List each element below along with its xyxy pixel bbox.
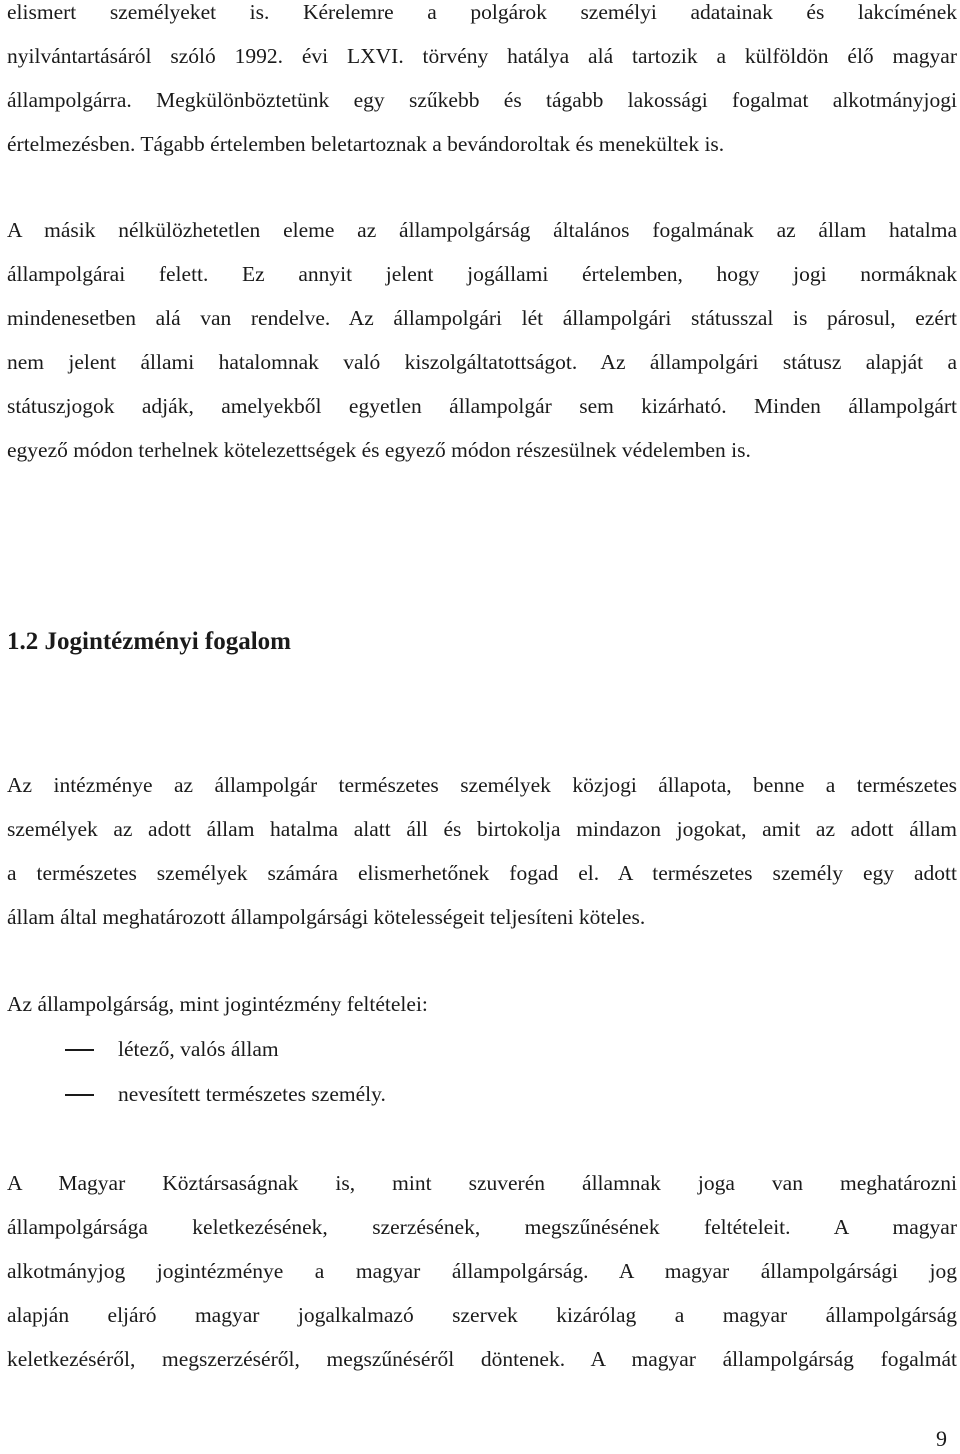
paragraph-conditions-intro [7, 982, 957, 1026]
paragraph-hungarian-republic [7, 1161, 957, 1381]
dash-bullet-icon [65, 1094, 94, 1096]
text-line: Az állampolgárság, mint jogintézmény feltételei: [7, 992, 428, 1016]
text-line: Az intézménye az állampolgár természetes személyek közjogi állapota, benne a természetes [7, 773, 957, 797]
text-line: nem jelent állami hatalomnak való kiszolgáltatottságot. Az állampolgári státusz alapját a [7, 350, 957, 374]
paragraph-population-concept [7, 0, 957, 166]
list-item-text: nevesített természetes személy. [118, 1082, 386, 1106]
text-line: mindenesetben alá van rendelve. Az állampolgári lét állampolgári státusszal is párosul, ezért [7, 306, 957, 330]
text-line: keletkezéséről, megszerzéséről, megszűnéséről döntenek. A magyar állampolgárság fogalmát [7, 1347, 957, 1371]
paragraph-state-power [7, 208, 957, 472]
text-line: személyek az adott állam hatalma alatt áll és birtokolja mindazon jogokat, amit az adott állam [7, 817, 957, 841]
list-item-text: létező, valós állam [118, 1037, 279, 1061]
dash-bullet-icon [65, 1049, 94, 1051]
text-line: A másik nélkülözhetetlen eleme az állampolgárság általános fogalmának az állam hatalma [7, 218, 957, 242]
text-line: elismert személyeket is. Kérelemre a polgárok személyi adatainak és lakcímének [7, 0, 957, 24]
text-line: nyilvántartásáról szóló 1992. évi LXVI. törvény hatálya alá tartozik a külföldön élő magyar [7, 44, 957, 68]
text-line: alapján eljáró magyar jogalkalmazó szervek kizárólag a magyar állampolgárság [7, 1303, 957, 1327]
text-line: A Magyar Köztársaságnak is, mint szuverén államnak joga van meghatározni [7, 1171, 957, 1195]
section-heading: 1.2 Jogintézményi fogalom [7, 628, 291, 655]
text-line: státuszjogok adják, amelyekből egyetlen állampolgár sem kizárható. Minden állampolgárt [7, 394, 957, 418]
text-line: a természetes személyek számára elismerhetőnek fogad el. A természetes személy egy adott [7, 861, 957, 885]
page-number: 9 [936, 1426, 947, 1451]
text-line: állampolgárra. Megkülönböztetünk egy szűkebb és tágabb lakossági fogalmat alkotmányjogi [7, 88, 957, 112]
text-line: értelmezésben. Tágabb értelemben beletartoznak a bevándoroltak és menekültek is. [7, 132, 725, 156]
text-line: egyező módon terhelnek kötelezettségek és egyező módon részesülnek védelemben is. [7, 438, 751, 462]
text-line: állam által meghatározott állampolgársági kötelességeit teljesíteni köteles. [7, 905, 646, 929]
paragraph-institution [7, 763, 957, 939]
text-line: állampolgársága keletkezésének, szerzésének, megszűnésének feltételeit. A magyar [7, 1215, 957, 1239]
text-line: alkotmányjog jogintézménye a magyar állampolgárság. A magyar állampolgársági jog [7, 1259, 957, 1283]
text-line: állampolgárai felett. Ez annyit jelent jogállami értelemben, hogy jogi normáknak [7, 262, 957, 286]
